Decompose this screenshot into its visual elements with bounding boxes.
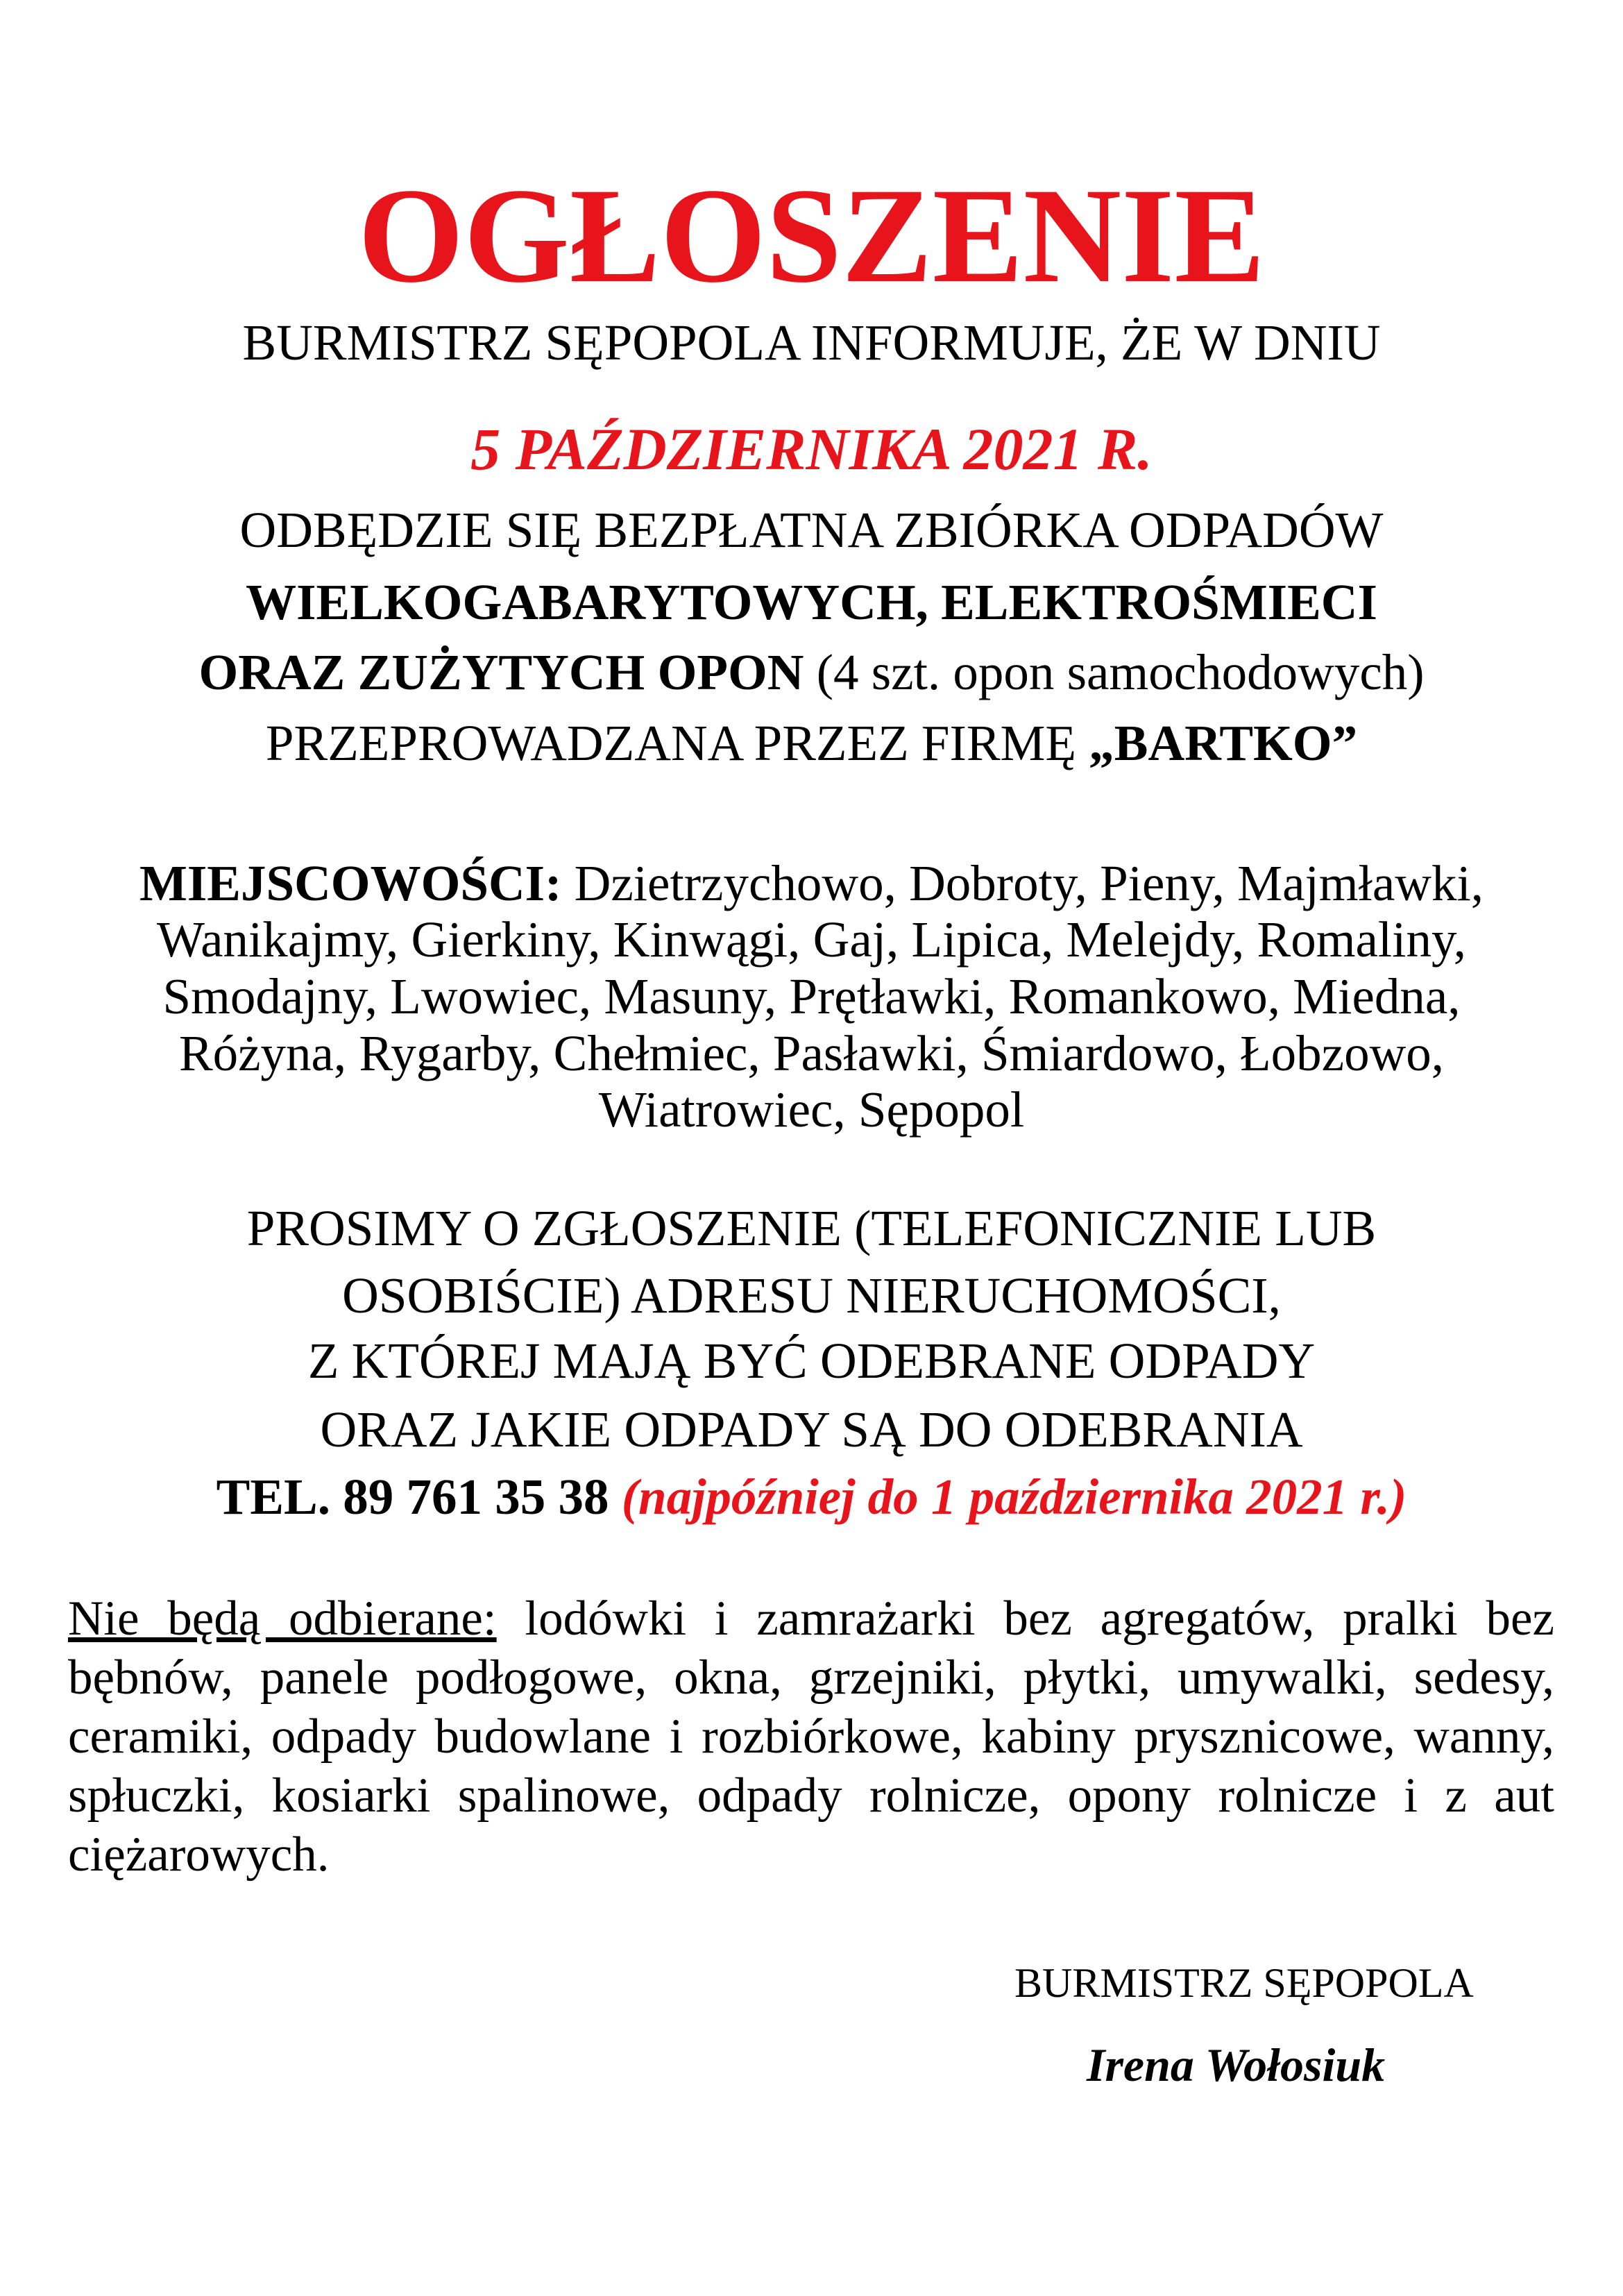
intro-line-5: [0, 714, 1623, 773]
request-line-2: OSOBIŚCIE) ADRESU NIERUCHOMOŚCI,: [342, 1267, 1281, 1324]
contact-line: [0, 1468, 1623, 1526]
localities-line-3: Smodajny, Lwowiec, Masuny, Prętławki, Romankowo, Miedna,: [162, 968, 1461, 1024]
phone-number: TEL. 89 761 35 38: [216, 1469, 609, 1525]
exclusions-paragraph: [68, 1589, 1554, 1884]
intro-line-4: [0, 643, 1623, 702]
tires-note: (4 szt. opon samochodowych): [804, 644, 1425, 700]
company-prefix: PRZEPROWADZANA PRZEZ FIRMĘ: [265, 715, 1089, 771]
request-line-3: Z KTÓREJ MAJĄ BYĆ ODEBRANE ODPADY: [307, 1333, 1316, 1389]
intro-line-2: ODBĘDZIE SIĘ BEZPŁATNA ZBIÓRKA ODPADÓW: [239, 502, 1384, 558]
intro-line-3: [0, 573, 1623, 632]
exclusions-text: lodówki i zamrażarki bez agregatów, pralki bez bębnów, panele podłogowe, okna, grzejniki, płytki, umywalki, sedesy, ceramiki, odpady budowlane i rozbiórkowe, kabiny prysznicowe, wanny, spłuczki, kosiarki spalinowe, odpady rolnicze, opony rolnicze i z aut ciężarowych.: [68, 1592, 1554, 1882]
signature-name: Irena Wołosiuk: [1087, 2038, 1386, 2091]
collection-date: 5 PAŹDZIERNIKA 2021 R.: [470, 416, 1153, 482]
request-line-1: PROSIMY O ZGŁOSZENIE (TELEFONICZNIE LUB: [246, 1200, 1377, 1256]
localities-text-1: Dzietrzychowo, Dobroty, Pieny, Majmławki,: [561, 855, 1484, 911]
exclusions-label: Nie będą odbierane:: [68, 1592, 497, 1646]
tires-bold: ORAZ ZUŻYTYCH OPON: [198, 644, 804, 700]
localities-label: MIEJSCOWOŚCI:: [139, 855, 562, 911]
localities-line-1: [0, 854, 1623, 913]
page-title: OGŁOSZENIE: [357, 160, 1266, 311]
intro-line-1: BURMISTRZ SĘPOPOLA INFORMUJE, ŻE W DNIU: [242, 314, 1381, 371]
request-line-4: ORAZ JAKIE ODPADY SĄ DO ODEBRANIA: [320, 1401, 1303, 1458]
localities-line-2: Wanikajmy, Gierkiny, Kinwągi, Gaj, Lipica, Melejdy, Romaliny,: [157, 911, 1466, 968]
signature-title: BURMISTRZ SĘPOPOLA: [1014, 1960, 1474, 2006]
deadline-note: (najpóźniej do 1 października 2021 r.): [621, 1469, 1407, 1525]
localities-line-5: Wiatrowiec, Sępopol: [598, 1081, 1025, 1138]
company-name: „BARTKO”: [1089, 715, 1358, 771]
localities-line-4: Różyna, Rygarby, Chełmiec, Pasławki, Śmiardowo, Łobzowo,: [178, 1025, 1445, 1081]
waste-types-bold: WIELKOGABARYTOWYCH, ELEKTROŚMIECI: [246, 574, 1377, 630]
